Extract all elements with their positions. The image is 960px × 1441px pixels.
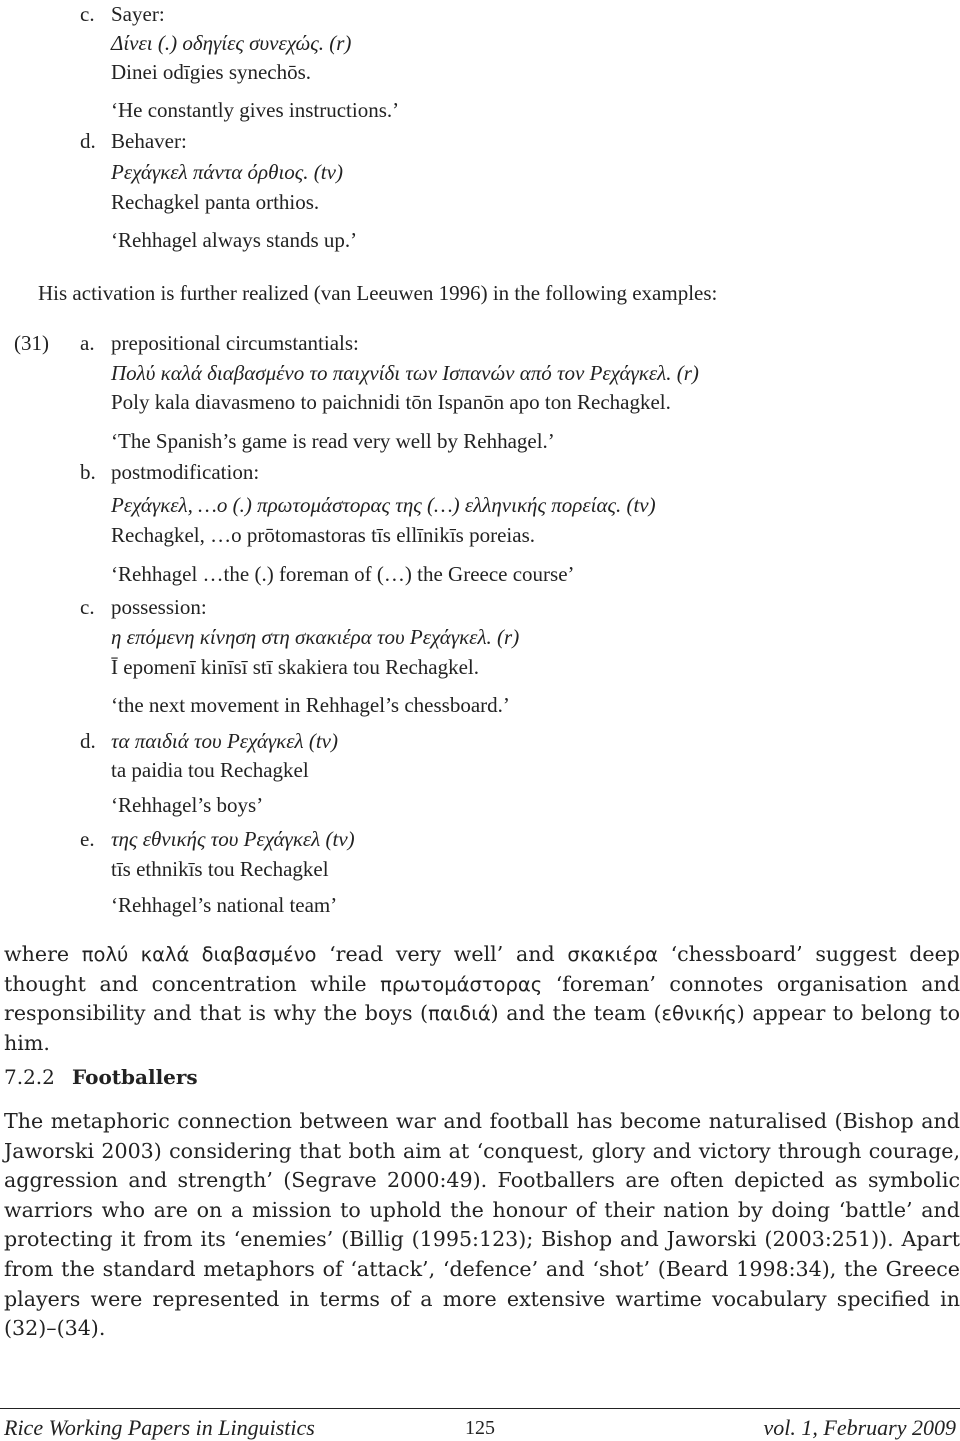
gloss-line: ‘He constantly gives instructions.’: [111, 98, 400, 122]
transliteration-line: Rechagkel panta orthios.: [111, 190, 320, 214]
greek-word: εθνικής: [661, 1002, 737, 1026]
paragraph-text: ‘chessboard’ suggest deep thought and concentration while: [4, 942, 960, 996]
transliteration-line: Ī epomenī kinīsī stī skakiera tou Rechagkel.: [111, 655, 479, 679]
transliteration-line: ta paidia tou Rechagkel: [111, 758, 309, 782]
footer-journal: Rice Working Papers in Linguistics: [4, 1415, 315, 1440]
example-label-c: c.: [80, 2, 95, 26]
example-heading: postmodification:: [111, 460, 260, 484]
body-paragraph: [4, 1107, 960, 1344]
example-label-d: d.: [80, 129, 96, 153]
example-heading: possession:: [111, 595, 207, 619]
paragraph-text: ) appear to belong to him.: [4, 1001, 960, 1055]
gloss-line: ‘Rehhagel always stands up.’: [111, 228, 358, 252]
transliteration-line: Rechagkel, …o prōtomastoras tīs ellīnikīs poreias.: [111, 523, 535, 547]
gloss-line: ‘Rehhagel …the (.) foreman of (…) the Greece course’: [111, 562, 575, 586]
gloss-line: ‘The Spanish’s game is read very well by Rehhagel.’: [111, 429, 555, 453]
body-paragraph: [4, 940, 960, 1058]
example-label-d: d.: [80, 729, 96, 753]
greek-line: η επόμενη κίνηση στη σκακιέρα του Ρεχάγκελ. (r): [111, 625, 520, 649]
footer-page-number: 125: [465, 1417, 495, 1439]
paragraph-text: ‘foreman’ connotes organisation and responsibility and that is why the boys (: [4, 971, 960, 1026]
gloss-line: ‘Rehhagel’s boys’: [111, 793, 264, 817]
footer-volume: vol. 1, February 2009: [763, 1415, 956, 1440]
intro-sentence: His activation is further realized (van Leeuwen 1996) in the following examples:: [38, 281, 718, 305]
greek-line: Δίνει (.) οδηγίες συνεχώς. (r): [111, 31, 352, 55]
greek-line: Ρεχάγκελ, …ο (.) πρωτομάστορας της (…) ελληνικής πορείας. (tv): [111, 493, 656, 517]
greek-line: Πολύ καλά διαβασμένο το παιχνίδι των Ισπανών από τον Ρεχάγκελ. (r): [111, 361, 699, 385]
transliteration-line: Dinei odīgies synechōs.: [111, 60, 312, 84]
paragraph-text: ) and the team (: [490, 1001, 662, 1026]
greek-word: πρωτομάστορας: [380, 972, 543, 996]
greek-line: Ρεχάγκελ πάντα όρθιος. (tv): [111, 160, 343, 184]
example-label-c: c.: [80, 595, 95, 619]
transliteration-line: tīs ethnikīs tou Rechagkel: [111, 857, 329, 881]
example-heading: Sayer:: [111, 2, 165, 26]
paragraph-text: ‘read very well’ and: [316, 942, 568, 966]
example-label-b: b.: [80, 460, 96, 484]
greek-line: τα παιδιά του Ρεχάγκελ (tv): [111, 729, 338, 753]
transliteration-line: Poly kala diavasmeno to paichnidi tōn Ispanōn apo ton Rechagkel.: [111, 390, 671, 414]
footer-rule: [0, 1408, 960, 1409]
section-title: Footballers: [72, 1065, 198, 1089]
greek-word: σκακιέρα: [567, 943, 658, 966]
example-label-e: e.: [80, 827, 95, 851]
example-label-a: a.: [80, 331, 95, 355]
gloss-line: ‘Rehhagel’s national team’: [111, 893, 338, 917]
paragraph-text: The metaphoric connection between war and football has become naturalised (Bishop and Jaworski 2003) considering that both aim at ‘conquest, glory and victory through courage, aggression and strength’ (Segrave 2000:49). Footballers are often depicted as symbolic warriors who are on a mission to uphold the honour of their nation by doing ‘battle’ and protecting it from its ‘enemies’ (Billig (1995:123); Bishop and Jaworski (2003:251)). Apart from the standard metaphors of ‘attack’, ‘defence’ and ‘shot’ (Beard 1998:34), the Greece players were represented in terms of a more extensive wartime vocabulary specified in (32)–(34).: [4, 1109, 960, 1341]
section-number: 7.2.2: [4, 1065, 55, 1089]
example-heading: prepositional circumstantials:: [111, 331, 359, 355]
greek-word: παιδιά: [428, 1002, 491, 1026]
greek-word: πολύ καλά διαβασμένο: [81, 943, 317, 966]
greek-line: της εθνικής του Ρεχάγκελ (tv): [111, 827, 355, 851]
gloss-line: ‘the next movement in Rehhagel’s chessboard.’: [111, 693, 510, 717]
paragraph-text: where: [4, 942, 82, 966]
example-number: (31): [14, 331, 49, 355]
example-heading: Behaver:: [111, 129, 187, 153]
